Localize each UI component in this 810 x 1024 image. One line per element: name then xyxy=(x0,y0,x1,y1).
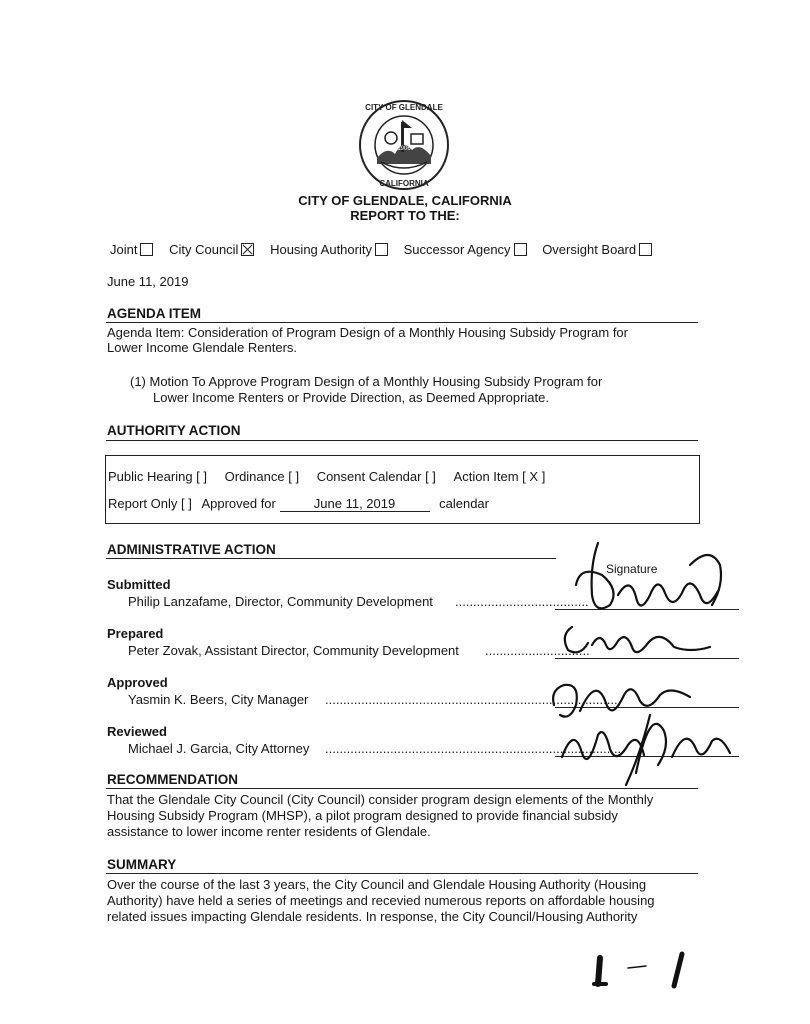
city-council-checkbox[interactable] xyxy=(241,243,254,256)
oversight-board-label: Oversight Board xyxy=(542,242,637,257)
handwritten-page-mark xyxy=(590,950,700,990)
report-date: June 11, 2019 xyxy=(107,274,189,289)
agenda-heading: AGENDA ITEM xyxy=(107,306,201,321)
authority-action-box xyxy=(105,455,700,524)
svg-text:1906: 1906 xyxy=(397,146,411,152)
housing-authority-label: Housing Authority xyxy=(270,242,372,257)
handwritten-signatures xyxy=(540,535,750,795)
approved-label: Approved xyxy=(107,675,168,690)
prepared-person: Peter Zovak, Assistant Director, Community Development xyxy=(128,643,459,658)
administrative-action-rule xyxy=(106,558,556,559)
submitted-person: Philip Lanzafame, Director, Community Development xyxy=(128,594,433,609)
summary-line3: related issues impacting Glendale residents. In response, the City Council/Housing Authority xyxy=(107,909,638,924)
report-only-option[interactable]: Report Only [ ] xyxy=(108,496,192,511)
submitted-leader: ..................................... xyxy=(455,594,589,609)
summary-heading: SUMMARY xyxy=(107,857,177,872)
submitted-label: Submitted xyxy=(107,577,171,592)
recommendation-line1: That the Glendale City Council (City Council) consider program design elements of the Monthly xyxy=(107,792,654,807)
summary-rule xyxy=(106,873,698,874)
prepared-label: Prepared xyxy=(107,626,164,641)
authority-action-heading: AUTHORITY ACTION xyxy=(107,423,241,438)
agenda-text-line1: Agenda Item: Consideration of Program Design of a Monthly Housing Subsidy Program for xyxy=(107,325,628,340)
approved-leader: .................................................................................. xyxy=(325,692,622,707)
recommendation-rule xyxy=(106,788,698,789)
svg-text:CITY OF GLENDALE: CITY OF GLENDALE xyxy=(365,103,443,112)
housing-authority-checkbox[interactable] xyxy=(375,243,388,256)
svg-text:CALIFORNIA: CALIFORNIA xyxy=(379,179,429,188)
joint-checkbox[interactable] xyxy=(140,243,153,256)
successor-agency-label: Successor Agency xyxy=(403,242,511,257)
authority-row1 xyxy=(108,469,545,484)
report-to-row xyxy=(110,242,652,257)
summary-line1: Over the course of the last 3 years, the City Council and Glendale Housing Authority (Housing xyxy=(107,877,647,892)
approved-date-field: June 11, 2019 xyxy=(280,496,430,512)
city-seal-logo xyxy=(357,98,451,192)
consent-calendar-option[interactable]: Consent Calendar [ ] xyxy=(316,469,436,484)
report-title-line2: REPORT TO THE: xyxy=(350,208,460,223)
reviewed-person: Michael J. Garcia, City Attorney xyxy=(128,741,310,756)
approved-person: Yasmin K. Beers, City Manager xyxy=(128,692,309,707)
oversight-board-checkbox[interactable] xyxy=(639,243,652,256)
joint-label: Joint xyxy=(110,242,138,257)
reviewed-leader: .................................................................................. xyxy=(325,741,622,756)
summary-line2: Authority) have held a series of meetings and recevied numerous reports on affordable housing xyxy=(107,893,655,908)
ordinance-option[interactable]: Ordinance [ ] xyxy=(224,469,300,484)
report-title-line1: CITY OF GLENDALE, CALIFORNIA xyxy=(298,193,512,208)
recommendation-line3: assistance to lower income renter residents of Glendale. xyxy=(107,824,431,839)
recommendation-heading: RECOMMENDATION xyxy=(107,772,238,787)
calendar-label: calendar xyxy=(439,496,489,511)
motion-line1: (1) Motion To Approve Program Design of a Monthly Housing Subsidy Program for xyxy=(130,374,603,389)
agenda-text-line2: Lower Income Glendale Renters. xyxy=(107,340,298,355)
signature-label: Signature xyxy=(606,562,658,576)
authority-action-rule xyxy=(106,440,698,441)
prepared-leader: ............................. xyxy=(485,643,590,658)
authority-row2 xyxy=(108,496,489,512)
motion-line2: Lower Income Renters or Provide Direction, as Deemed Appropriate. xyxy=(153,390,549,405)
agenda-rule xyxy=(106,322,698,323)
city-council-label: City Council xyxy=(169,242,239,257)
public-hearing-option[interactable]: Public Hearing [ ] xyxy=(108,469,207,484)
reviewed-label: Reviewed xyxy=(107,724,167,739)
administrative-action-heading: ADMINISTRATIVE ACTION xyxy=(107,542,276,557)
recommendation-line2: Housing Subsidy Program (MHSP), a pilot program designed to provide financial subsidy xyxy=(107,808,618,823)
action-item-option[interactable]: Action Item [ X ] xyxy=(453,469,546,484)
approved-for-label: Approved for xyxy=(201,496,276,511)
successor-agency-checkbox[interactable] xyxy=(514,243,527,256)
